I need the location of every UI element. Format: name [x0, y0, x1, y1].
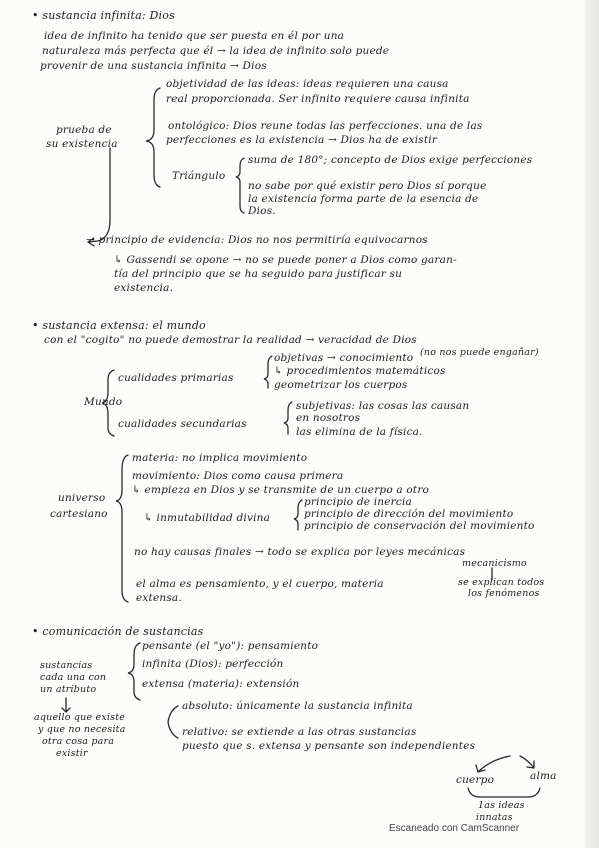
triangulo-line-4: Dios. — [248, 205, 276, 217]
inmutabilidad-line-3: principio de conservación del movimiento — [304, 520, 535, 532]
sustancia-pensante: pensante (el "yo"): pensamiento — [142, 640, 319, 652]
triangulo-line-1: suma de 180°; concepto de Dios exige perfecciones — [248, 154, 533, 166]
secundarias-line-3: las elimina de la física. — [296, 426, 423, 438]
principio-evidencia: → principio de evidencia: Dios no nos permitiría equivocarnos — [86, 234, 428, 246]
extensa-intro: con el "cogito" no puede demostrar la realidad → veracidad de Dios — [44, 334, 417, 346]
ontologico-line-2: perfecciones es la existencia → Dios ha de existir — [166, 134, 438, 146]
alma-line-1: el alma es pensamiento, y el cuerpo, materia — [136, 578, 384, 590]
universo-line-3: ↳ empieza en Dios y se transmite de un cuerpo a otro — [132, 484, 430, 496]
intro-line-2: naturaleza más perfecta que él → la idea de infinito solo puede — [42, 45, 390, 57]
primarias-line-3: geometrizar los cuerpos — [274, 379, 408, 391]
objetividad-line-2: real proporcionada. Ser infinito requiere causa infinita — [166, 93, 470, 105]
section-heading-comunicacion: • comunicación de sustancias — [32, 625, 204, 638]
mecanicismo-label: mecanicismo — [462, 558, 527, 569]
ontologico-line-1: ontológico: Dios reune todas las perfecciones. una de las — [168, 120, 483, 132]
inmutabilidad-line-2: principio de dirección del movimiento — [304, 508, 514, 520]
relativo-line-2: puesto que s. extensa y pensante son independientes — [182, 740, 476, 752]
triangulo-label: Triángulo — [172, 170, 226, 182]
absoluto-line: absoluto: únicamente la sustancia infinita — [182, 700, 413, 712]
inmutabilidad-label: ↳ inmutabilidad divina — [144, 512, 271, 524]
prueba-label-1: prueba de — [56, 124, 112, 136]
secundarias-label: cualidades secundarias — [118, 418, 247, 430]
relativo-line-1: relativo: se extiende a las otras sustancias — [182, 726, 417, 738]
definicion-line-4: existir — [56, 748, 88, 759]
section-heading-sustancia-infinita: • sustancia infinita: Dios — [32, 9, 175, 22]
sustancia-infinita: infinita (Dios): perfección — [142, 658, 284, 670]
prueba-label-2: su existencia — [46, 138, 118, 150]
intro-line-3: provenir de una sustancia infinita → Dios — [40, 60, 267, 72]
gassendi-line-1: ↳ Gassendi se opone → no se puede poner a Dios como garan- — [114, 254, 457, 266]
universo-label-2: cartesiano — [50, 508, 108, 520]
secundarias-line-2: en nosotros — [296, 412, 361, 424]
cuerpo-label: cuerpo — [456, 774, 495, 786]
inmutabilidad-line-1: principio de inercia — [304, 496, 412, 508]
alma-line-2: extensa. — [136, 592, 182, 604]
triangulo-line-3: la existencia forma parte de la esencia de — [248, 193, 479, 205]
page-edge-shadow — [585, 0, 599, 848]
triangulo-line-2: no sabe por qué existir pero Dios sí porque — [248, 180, 487, 192]
objetividad-line-1: objetividad de las ideas: ideas requieren una causa — [166, 78, 449, 90]
sustancias-label-3: un atributo — [40, 684, 97, 695]
definicion-line-2: y que no necesita — [38, 724, 126, 735]
section-heading-sustancia-extensa: • sustancia extensa: el mundo — [32, 319, 206, 332]
secundarias-line-1: subjetivas: las cosas las causan — [296, 400, 470, 412]
primarias-label: cualidades primarias — [118, 372, 234, 384]
sustancias-label-2: cada una con — [40, 672, 107, 683]
definicion-line-3: otra cosa para — [42, 736, 115, 747]
gassendi-line-3: existencia. — [114, 282, 174, 294]
extensa-intro-2: (no nos puede engañar) — [420, 347, 539, 358]
intro-line-1: idea de infinito ha tenido que ser puesta en él por una — [44, 30, 345, 42]
causas-finales: no hay causas finales → todo se explica por leyes mecánicas — [134, 546, 466, 558]
primarias-line-2: ↳ procedimientos matemáticos — [274, 365, 446, 377]
mecanicismo-line-1: se explican todos — [458, 577, 545, 588]
definicion-line-1: aquello que existe — [34, 712, 126, 723]
primarias-line-1: objetivas → conocimiento — [274, 352, 414, 364]
universo-line-2: movimiento: Dios como causa primera — [132, 470, 344, 482]
mundo-label: Mundo — [84, 396, 123, 408]
ideas-line-2: innatas — [476, 812, 513, 823]
mecanicismo-line-2: los fenómenos — [468, 588, 540, 599]
universo-label-1: universo — [58, 492, 106, 504]
alma-label: alma — [530, 770, 557, 782]
camscanner-footer: Escaneado con CamScanner — [389, 823, 520, 834]
sustancia-extensa: extensa (materia): extensión — [142, 678, 300, 690]
gassendi-line-2: tía del principio que se ha seguido para justificar su — [114, 268, 403, 280]
sustancias-label-1: sustancias — [40, 660, 93, 671]
universo-line-1: materia: no implica movimiento — [132, 452, 308, 464]
ideas-line-1: 1as ideas — [478, 800, 525, 811]
